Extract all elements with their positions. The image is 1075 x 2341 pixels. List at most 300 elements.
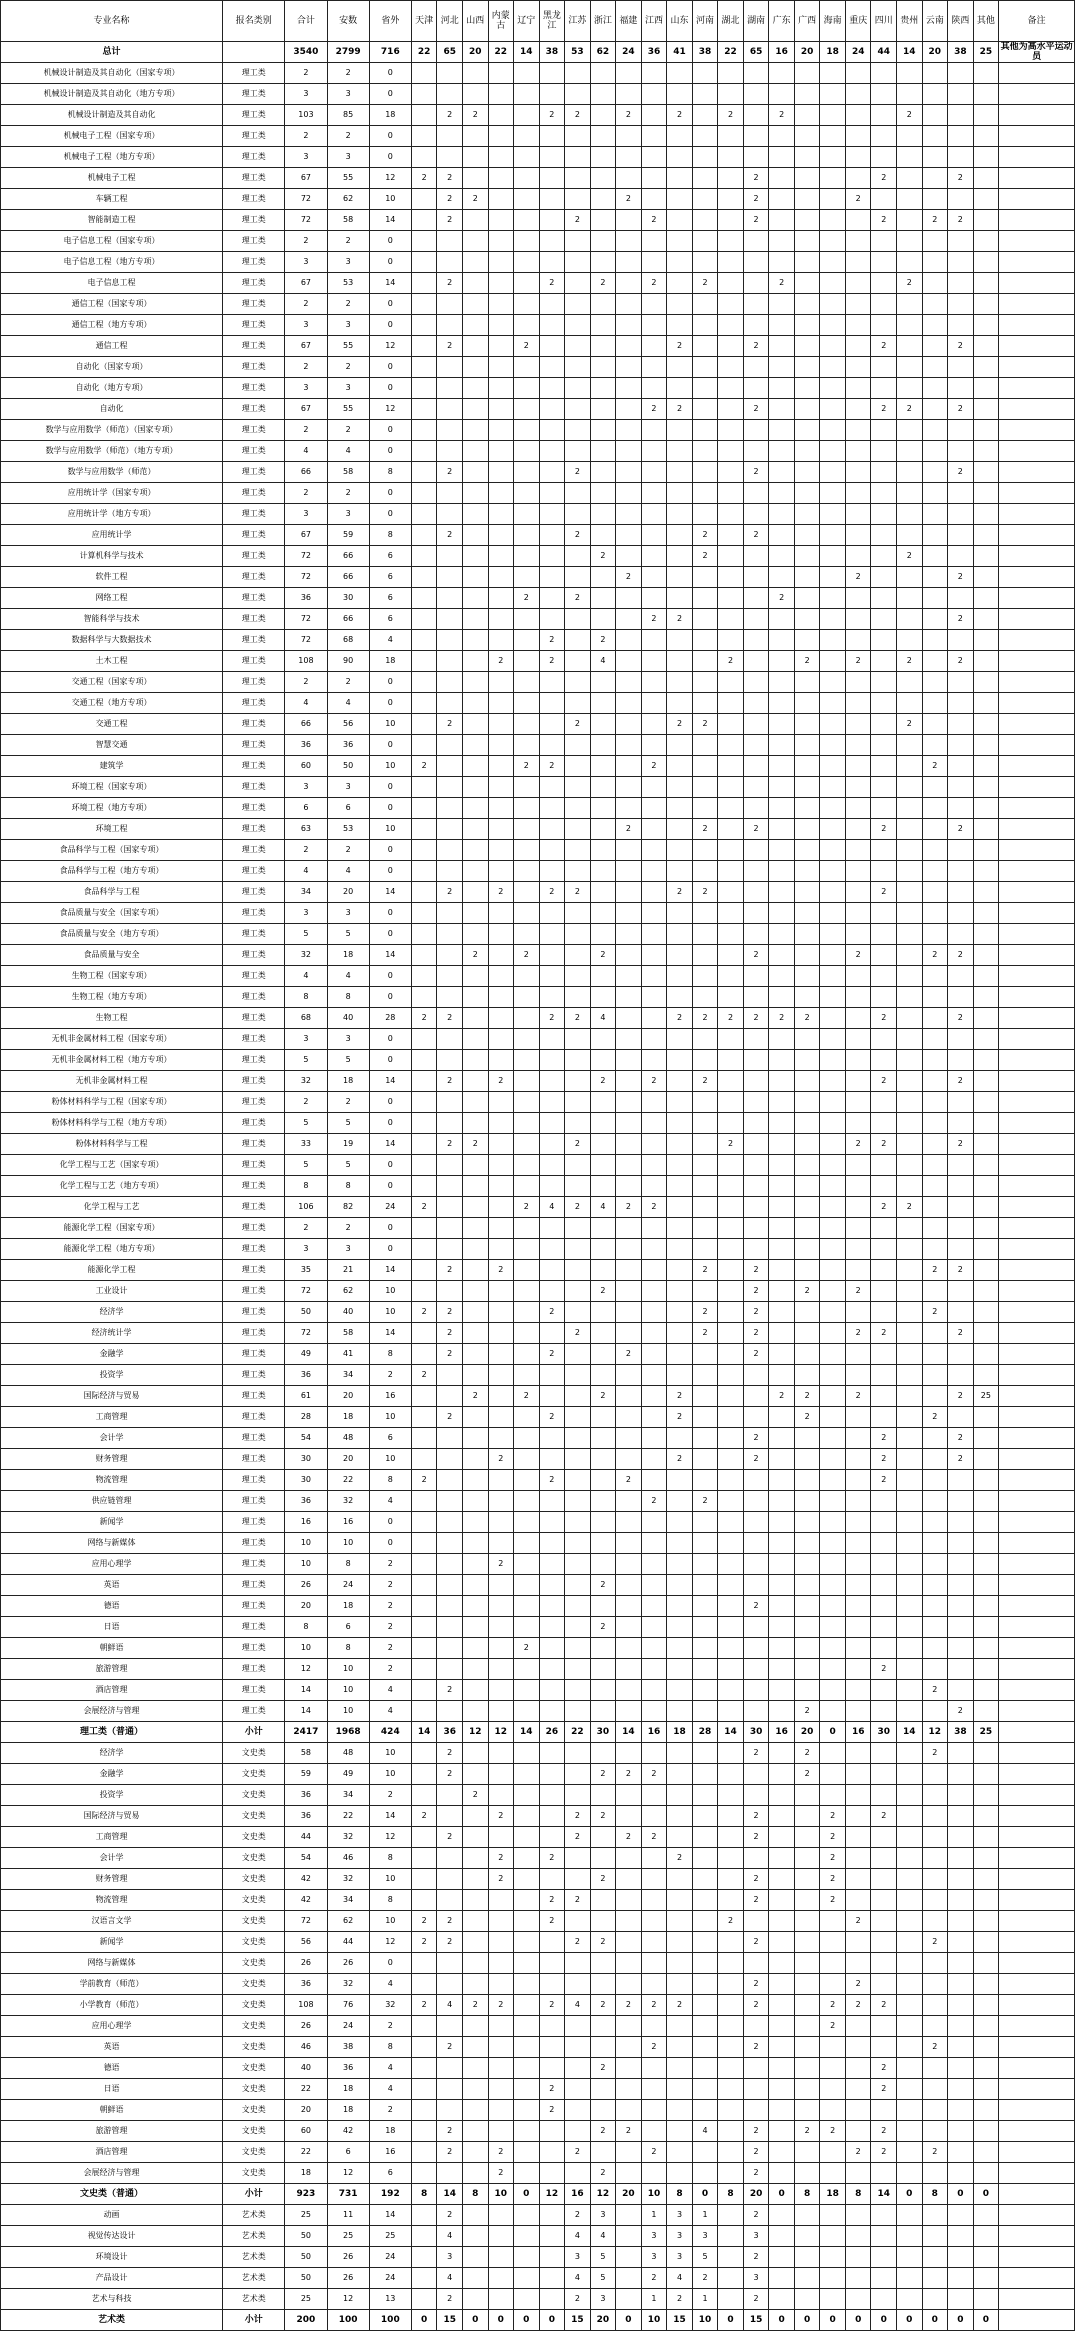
value-cell — [948, 1638, 974, 1659]
value-cell — [999, 651, 1075, 672]
value-cell — [462, 483, 488, 504]
value-cell — [948, 924, 974, 945]
table-row — [1, 1512, 1075, 1533]
value-cell — [794, 252, 820, 273]
value-cell: 0 — [369, 693, 411, 714]
value-cell — [616, 882, 642, 903]
value-cell: 0 — [369, 84, 411, 105]
value-cell: 19 — [327, 1134, 369, 1155]
value-cell — [999, 1008, 1075, 1029]
value-cell: 0 — [369, 231, 411, 252]
value-cell: 2 — [411, 756, 437, 777]
value-cell — [514, 525, 540, 546]
value-cell — [743, 2058, 769, 2079]
value-cell — [718, 1890, 744, 1911]
value-cell — [794, 1533, 820, 1554]
value-cell — [667, 2079, 693, 2100]
value-cell: 10 — [641, 2310, 667, 2331]
value-cell: 8 — [369, 1890, 411, 1911]
value-cell — [718, 1428, 744, 1449]
value-cell: 90 — [327, 651, 369, 672]
value-cell — [692, 1365, 718, 1386]
value-cell — [948, 1575, 974, 1596]
value-cell — [692, 210, 718, 231]
value-cell — [999, 735, 1075, 756]
table-row — [1, 945, 1075, 966]
value-cell — [411, 2121, 437, 2142]
major-name-cell: 机械设计制造及其自动化 — [1, 105, 223, 126]
value-cell — [692, 1386, 718, 1407]
major-name-cell: 日语 — [1, 2079, 223, 2100]
value-cell: 2 — [820, 1848, 846, 1869]
value-cell — [692, 1239, 718, 1260]
value-cell — [616, 2037, 642, 2058]
major-name-cell: 小学教育（师范） — [1, 1995, 223, 2016]
value-cell — [820, 1239, 846, 1260]
value-cell — [667, 1344, 693, 1365]
value-cell: 2 — [437, 273, 463, 294]
value-cell — [462, 1575, 488, 1596]
table-row — [1, 1197, 1075, 1218]
value-cell — [948, 2100, 974, 2121]
major-name-cell: 智能科学与技术 — [1, 609, 223, 630]
value-cell — [667, 651, 693, 672]
value-cell — [718, 63, 744, 84]
value-cell — [743, 798, 769, 819]
value-cell — [948, 588, 974, 609]
value-cell: 2 — [565, 525, 591, 546]
value-cell — [845, 1533, 871, 1554]
value-cell — [565, 1974, 591, 1995]
value-cell — [871, 1911, 897, 1932]
value-cell — [871, 1575, 897, 1596]
value-cell — [897, 2142, 923, 2163]
value-cell: 25 — [369, 2226, 411, 2247]
value-cell — [973, 168, 999, 189]
value-cell — [590, 1680, 616, 1701]
value-cell — [999, 1911, 1075, 1932]
value-cell — [973, 63, 999, 84]
value-cell: 24 — [327, 2016, 369, 2037]
value-cell — [845, 1827, 871, 1848]
value-cell — [488, 1533, 514, 1554]
value-cell — [845, 987, 871, 1008]
value-cell — [769, 252, 795, 273]
value-cell — [514, 126, 540, 147]
category-cell: 理工类 — [223, 1302, 285, 1323]
value-cell — [718, 1029, 744, 1050]
value-cell — [973, 1008, 999, 1029]
value-cell — [718, 1995, 744, 2016]
value-cell — [871, 1638, 897, 1659]
value-cell — [845, 1848, 871, 1869]
value-cell: 2 — [845, 567, 871, 588]
value-cell — [999, 399, 1075, 420]
value-cell: 38 — [948, 1722, 974, 1743]
value-cell — [871, 1869, 897, 1890]
value-cell — [462, 2100, 488, 2121]
value-cell: 14 — [369, 945, 411, 966]
value-cell — [411, 2079, 437, 2100]
value-cell — [871, 693, 897, 714]
value-cell: 2 — [820, 1806, 846, 1827]
value-cell — [514, 2079, 540, 2100]
category-cell: 理工类 — [223, 231, 285, 252]
value-cell — [973, 1617, 999, 1638]
value-cell — [514, 1281, 540, 1302]
value-cell — [948, 1869, 974, 1890]
value-cell — [462, 84, 488, 105]
value-cell: 13 — [369, 2289, 411, 2310]
value-cell — [565, 735, 591, 756]
value-cell — [845, 441, 871, 462]
category-cell: 理工类 — [223, 315, 285, 336]
value-cell — [667, 1617, 693, 1638]
value-cell: 22 — [285, 2142, 327, 2163]
value-cell — [616, 1281, 642, 1302]
value-cell — [769, 1617, 795, 1638]
value-cell — [718, 672, 744, 693]
value-cell: 18 — [285, 2163, 327, 2184]
value-cell — [437, 1113, 463, 1134]
value-cell — [769, 462, 795, 483]
value-cell — [718, 504, 744, 525]
value-cell — [462, 798, 488, 819]
value-cell — [462, 441, 488, 462]
value-cell — [769, 2016, 795, 2037]
value-cell — [820, 2205, 846, 2226]
value-cell: 2 — [590, 2121, 616, 2142]
value-cell: 2 — [369, 1596, 411, 1617]
value-cell — [488, 1365, 514, 1386]
value-cell — [871, 2247, 897, 2268]
value-cell — [999, 2163, 1075, 2184]
value-cell: 3 — [641, 2247, 667, 2268]
value-cell — [820, 168, 846, 189]
value-cell: 8 — [369, 525, 411, 546]
value-cell — [514, 1974, 540, 1995]
table-row — [1, 1071, 1075, 1092]
major-name-cell: 食品科学与工程（地方专项） — [1, 861, 223, 882]
major-name-cell: 电子信息工程（地方专项） — [1, 252, 223, 273]
value-cell — [667, 1281, 693, 1302]
value-cell — [692, 147, 718, 168]
major-name-cell: 网络与新媒体 — [1, 1953, 223, 1974]
table-row — [1, 2058, 1075, 2079]
value-cell — [590, 168, 616, 189]
category-cell: 文史类 — [223, 1911, 285, 1932]
value-cell — [641, 630, 667, 651]
value-cell — [922, 1890, 948, 1911]
value-cell: 2 — [369, 1659, 411, 1680]
value-cell — [769, 777, 795, 798]
value-cell — [565, 189, 591, 210]
value-cell: 72 — [285, 630, 327, 651]
table-row — [1, 1386, 1075, 1407]
value-cell — [794, 1491, 820, 1512]
value-cell — [641, 1407, 667, 1428]
value-cell — [539, 714, 565, 735]
category-cell: 理工类 — [223, 903, 285, 924]
value-cell — [871, 147, 897, 168]
value-cell: 2 — [539, 2079, 565, 2100]
value-cell: 0 — [369, 378, 411, 399]
value-cell — [488, 1575, 514, 1596]
value-cell — [820, 1974, 846, 1995]
value-cell: 2 — [616, 1470, 642, 1491]
value-cell: 42 — [285, 1890, 327, 1911]
value-cell — [590, 903, 616, 924]
value-cell — [667, 2100, 693, 2121]
value-cell: 14 — [369, 1134, 411, 1155]
value-cell: 14 — [369, 1323, 411, 1344]
value-cell — [667, 1302, 693, 1323]
value-cell: 2 — [871, 210, 897, 231]
value-cell — [820, 567, 846, 588]
value-cell — [565, 546, 591, 567]
value-cell: 2 — [641, 210, 667, 231]
table-row — [1, 1407, 1075, 1428]
value-cell — [845, 1302, 871, 1323]
value-cell — [590, 1218, 616, 1239]
value-cell: 0 — [369, 735, 411, 756]
value-cell — [794, 1974, 820, 1995]
value-cell — [922, 2121, 948, 2142]
value-cell — [641, 840, 667, 861]
value-cell: 2 — [285, 294, 327, 315]
value-cell — [488, 1197, 514, 1218]
category-cell: 理工类 — [223, 609, 285, 630]
value-cell — [437, 546, 463, 567]
value-cell: 15 — [743, 2310, 769, 2331]
value-cell — [539, 1953, 565, 1974]
value-cell — [692, 1806, 718, 1827]
value-cell — [820, 903, 846, 924]
value-cell — [539, 861, 565, 882]
value-cell — [999, 2100, 1075, 2121]
value-cell: 5 — [692, 2247, 718, 2268]
value-cell: 66 — [327, 609, 369, 630]
value-cell — [794, 1344, 820, 1365]
header-cell: 湖南 — [743, 1, 769, 42]
value-cell — [999, 1995, 1075, 2016]
value-cell — [539, 378, 565, 399]
value-cell: 15 — [565, 2310, 591, 2331]
value-cell — [897, 1995, 923, 2016]
header-cell: 江西 — [641, 1, 667, 42]
value-cell — [718, 1386, 744, 1407]
value-cell — [999, 252, 1075, 273]
value-cell — [973, 1239, 999, 1260]
value-cell — [897, 987, 923, 1008]
value-cell — [769, 567, 795, 588]
value-cell: 2 — [667, 1008, 693, 1029]
value-cell — [922, 819, 948, 840]
category-cell: 理工类 — [223, 1470, 285, 1491]
value-cell — [692, 567, 718, 588]
value-cell: 6 — [369, 546, 411, 567]
value-cell — [948, 273, 974, 294]
value-cell: 2 — [948, 1323, 974, 1344]
value-cell — [999, 1680, 1075, 1701]
value-cell — [897, 483, 923, 504]
value-cell — [718, 2079, 744, 2100]
table-row — [1, 1554, 1075, 1575]
category-cell: 理工类 — [223, 1701, 285, 1722]
value-cell — [539, 483, 565, 504]
value-cell — [973, 1449, 999, 1470]
value-cell: 2 — [769, 105, 795, 126]
value-cell — [794, 189, 820, 210]
value-cell — [411, 1218, 437, 1239]
value-cell — [616, 378, 642, 399]
value-cell — [590, 1743, 616, 1764]
value-cell — [488, 1092, 514, 1113]
value-cell — [769, 1113, 795, 1134]
value-cell: 2 — [565, 2289, 591, 2310]
value-cell — [514, 1050, 540, 1071]
major-name-cell: 旅游管理 — [1, 1659, 223, 1680]
value-cell — [411, 1974, 437, 1995]
value-cell — [514, 1218, 540, 1239]
value-cell: 2 — [539, 105, 565, 126]
value-cell: 14 — [369, 1071, 411, 1092]
value-cell: 32 — [327, 1869, 369, 1890]
major-name-cell: 化学工程与工艺（地方专项） — [1, 1176, 223, 1197]
value-cell — [462, 1659, 488, 1680]
value-cell — [922, 1050, 948, 1071]
value-cell — [590, 1239, 616, 1260]
value-cell — [973, 1533, 999, 1554]
major-name-cell: 网络工程 — [1, 588, 223, 609]
value-cell — [718, 1806, 744, 1827]
value-cell — [794, 1932, 820, 1953]
value-cell — [897, 1764, 923, 1785]
value-cell — [718, 1071, 744, 1092]
value-cell: 2 — [616, 567, 642, 588]
value-cell — [897, 1512, 923, 1533]
value-cell: 32 — [285, 945, 327, 966]
value-cell: 2 — [718, 1911, 744, 1932]
value-cell: 24 — [369, 2268, 411, 2289]
value-cell — [897, 1659, 923, 1680]
value-cell: 0 — [514, 2184, 540, 2205]
value-cell — [999, 63, 1075, 84]
value-cell: 2 — [327, 672, 369, 693]
value-cell — [667, 588, 693, 609]
value-cell — [922, 1365, 948, 1386]
value-cell: 12 — [369, 399, 411, 420]
value-cell — [897, 924, 923, 945]
value-cell: 18 — [369, 651, 411, 672]
value-cell: 26 — [327, 1953, 369, 1974]
value-cell — [718, 210, 744, 231]
value-cell — [871, 2100, 897, 2121]
value-cell: 66 — [285, 462, 327, 483]
value-cell — [769, 2226, 795, 2247]
value-cell — [897, 147, 923, 168]
value-cell — [973, 2163, 999, 2184]
value-cell: 2 — [743, 1743, 769, 1764]
value-cell — [539, 693, 565, 714]
value-cell: 62 — [327, 1281, 369, 1302]
value-cell — [667, 2037, 693, 2058]
value-cell: 2 — [565, 1134, 591, 1155]
value-cell — [897, 504, 923, 525]
category-cell: 文史类 — [223, 1827, 285, 1848]
value-cell — [973, 945, 999, 966]
value-cell — [488, 210, 514, 231]
value-cell: 22 — [411, 42, 437, 63]
value-cell — [565, 903, 591, 924]
value-cell: 2 — [327, 294, 369, 315]
value-cell — [488, 1323, 514, 1344]
value-cell — [922, 1239, 948, 1260]
value-cell: 2 — [539, 273, 565, 294]
value-cell: 60 — [285, 2121, 327, 2142]
value-cell: 10 — [369, 756, 411, 777]
header-cell: 报名类别 — [223, 1, 285, 42]
category-cell: 理工类 — [223, 336, 285, 357]
value-cell: 2 — [743, 1932, 769, 1953]
value-cell — [641, 1113, 667, 1134]
value-cell — [897, 1029, 923, 1050]
value-cell — [820, 588, 846, 609]
value-cell — [411, 1176, 437, 1197]
value-cell — [820, 1596, 846, 1617]
value-cell — [948, 1596, 974, 1617]
value-cell — [948, 378, 974, 399]
value-cell — [539, 2016, 565, 2037]
value-cell — [462, 273, 488, 294]
value-cell — [437, 252, 463, 273]
value-cell: 2 — [948, 1260, 974, 1281]
value-cell — [820, 126, 846, 147]
value-cell — [488, 147, 514, 168]
value-cell — [820, 714, 846, 735]
value-cell — [973, 609, 999, 630]
value-cell — [411, 399, 437, 420]
value-cell — [897, 525, 923, 546]
value-cell — [973, 1176, 999, 1197]
value-cell — [718, 1470, 744, 1491]
value-cell — [616, 1155, 642, 1176]
value-cell — [488, 1302, 514, 1323]
value-cell — [718, 546, 744, 567]
value-cell — [590, 1659, 616, 1680]
value-cell: 14 — [514, 42, 540, 63]
value-cell — [667, 2142, 693, 2163]
value-cell — [718, 756, 744, 777]
major-name-cell: 艺术类 — [1, 2310, 223, 2331]
value-cell: 2 — [411, 1008, 437, 1029]
value-cell — [922, 1323, 948, 1344]
category-cell: 理工类 — [223, 693, 285, 714]
value-cell: 5 — [327, 1155, 369, 1176]
value-cell — [948, 525, 974, 546]
value-cell — [437, 1050, 463, 1071]
value-cell — [871, 1617, 897, 1638]
value-cell: 15 — [437, 2310, 463, 2331]
value-cell — [769, 1239, 795, 1260]
value-cell: 2 — [922, 756, 948, 777]
value-cell — [948, 987, 974, 1008]
value-cell — [871, 903, 897, 924]
value-cell — [616, 672, 642, 693]
value-cell — [616, 147, 642, 168]
value-cell: 8 — [327, 1176, 369, 1197]
value-cell — [922, 693, 948, 714]
